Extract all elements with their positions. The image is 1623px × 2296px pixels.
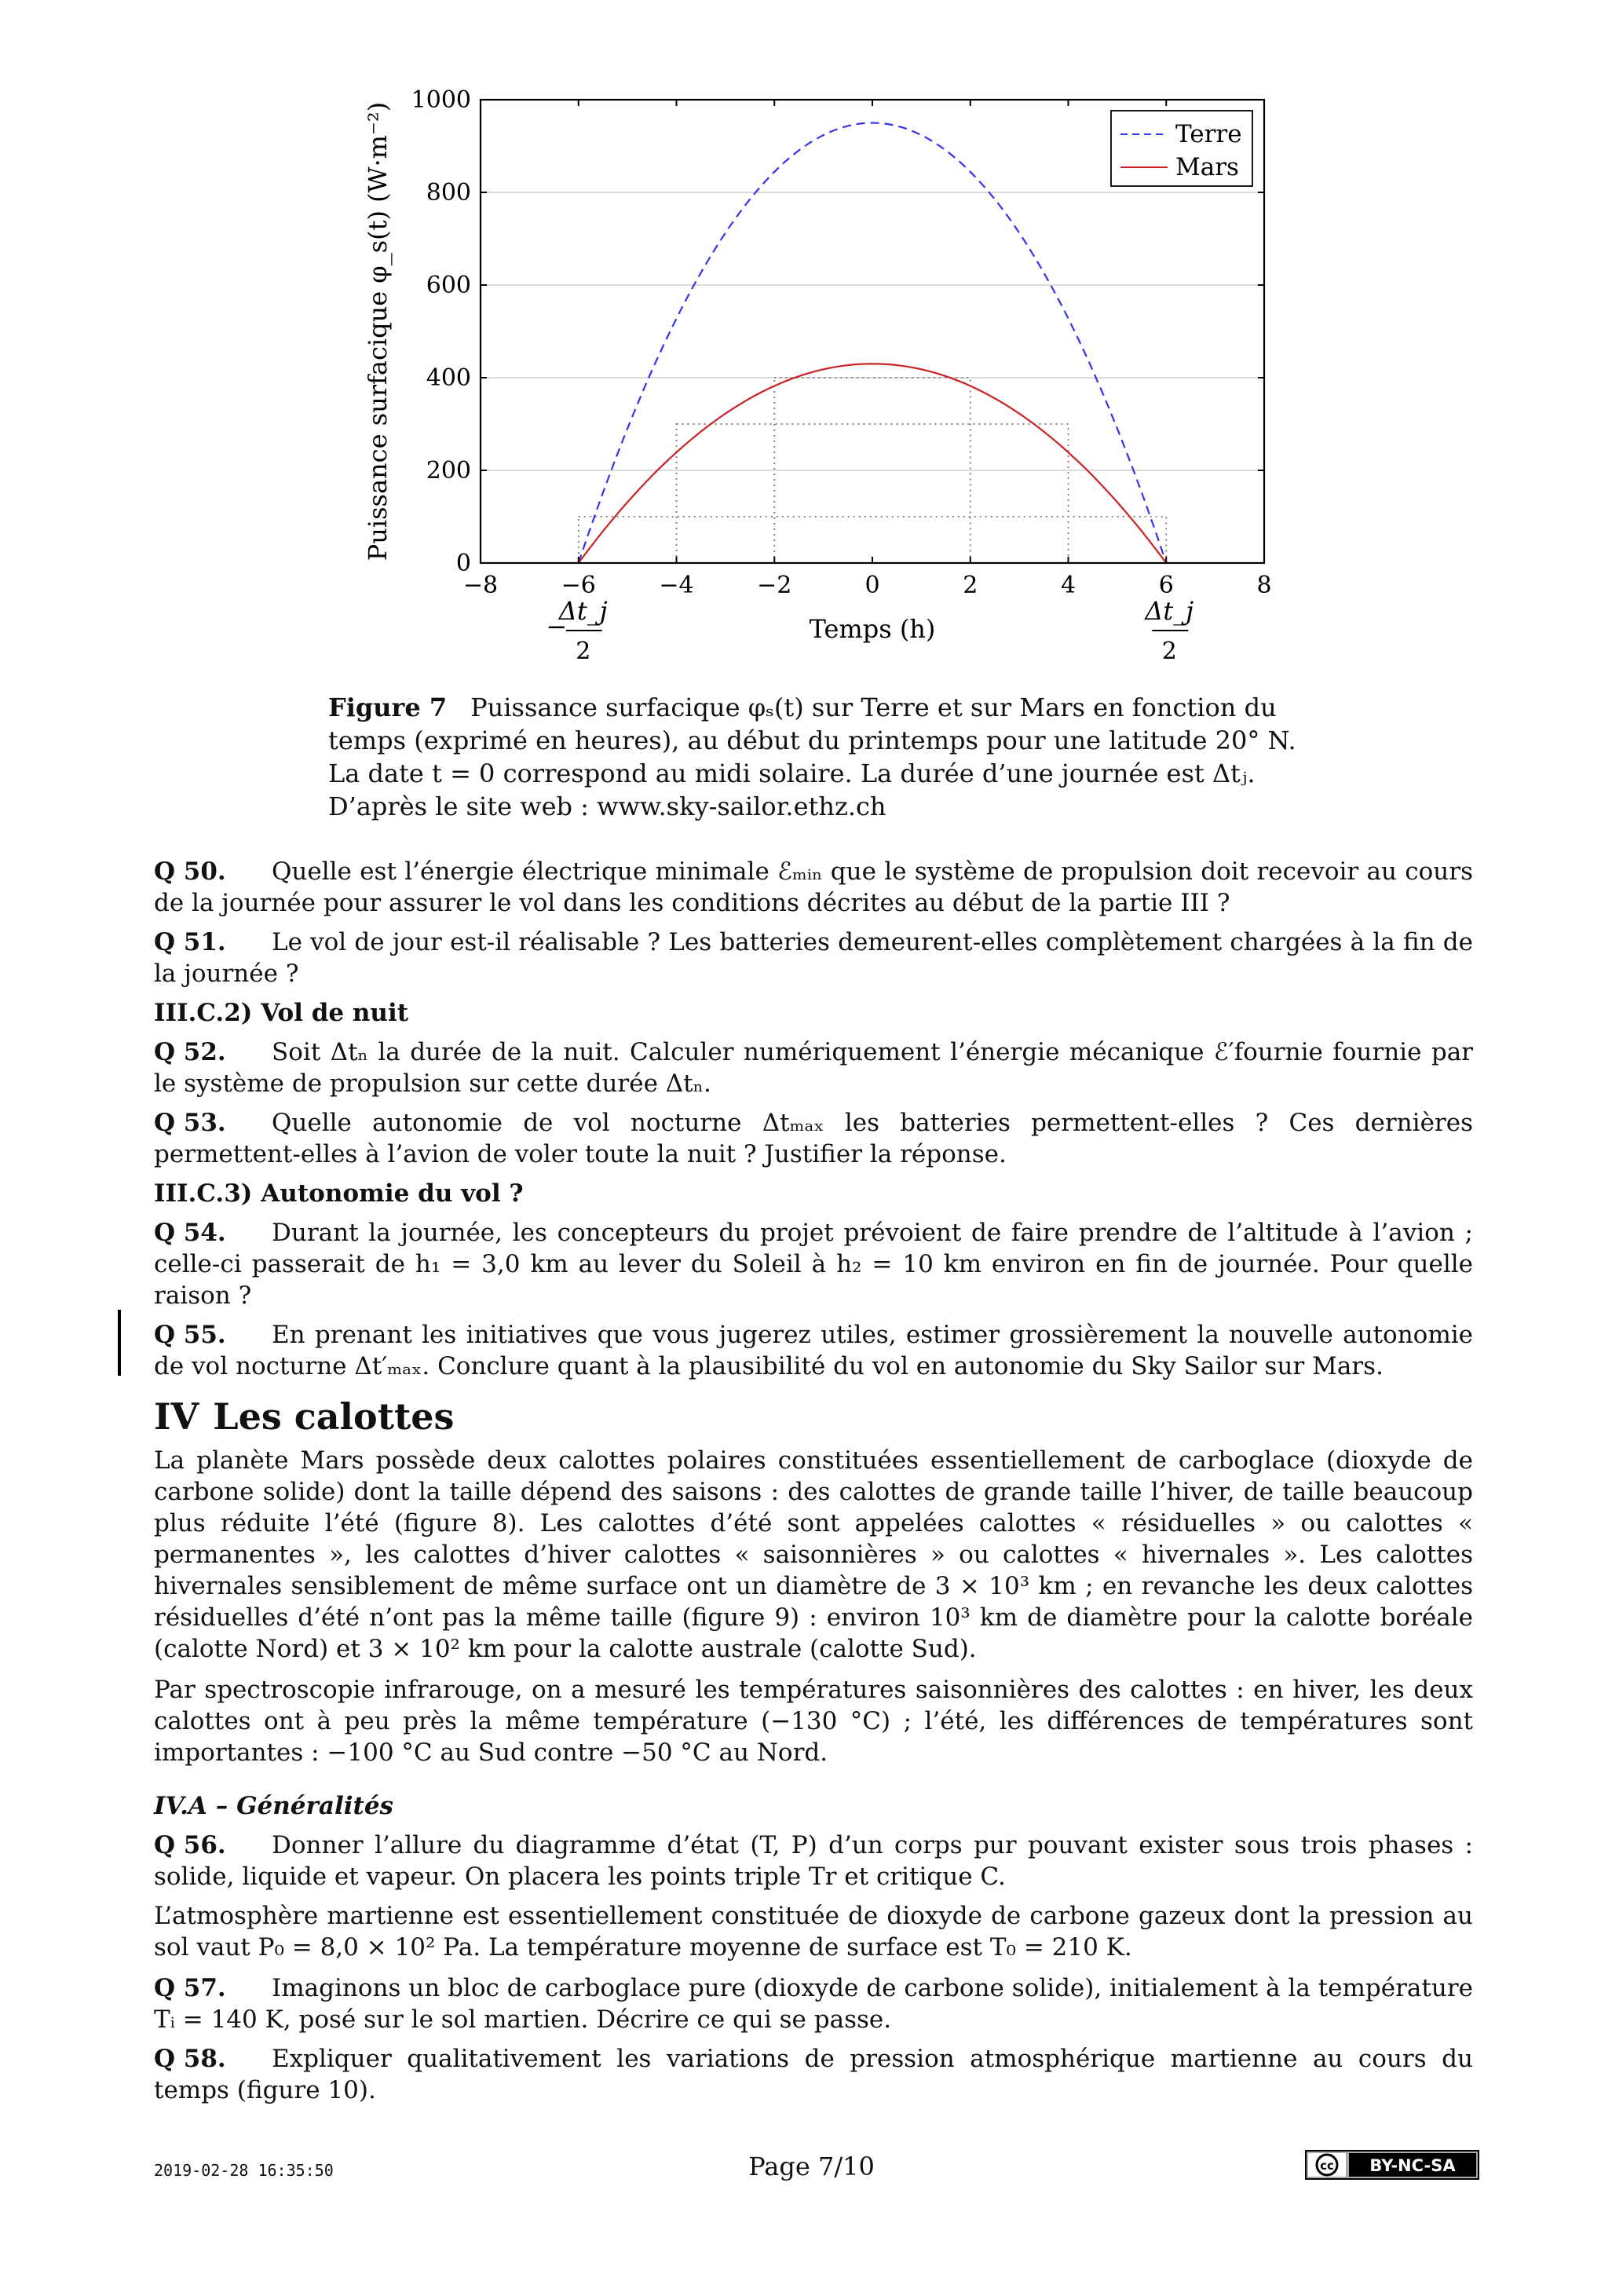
subsection-heading: IV.A – Généralités	[154, 1792, 393, 1820]
question: Q 55. En prenant les initiatives que vous jugerez utiles, estimer grossièrement la nouvelle autonomie de vol nocturne Δt′ₘₐₓ. Conclure quant à la plausibilité du vol en autonomie du Sky Sailor sur Mars.	[154, 1321, 1473, 1380]
question: Q 53. Quelle autonomie de vol nocturne Δtₘₐₓ les batteries permettent-elles ? Ces dernières permettent-elles à l’avion de voler toute la nuit ? Justifier la réponse.	[154, 1109, 1473, 1168]
paragraph: Par spectroscopie infrarouge, on a mesuré les températures saisonnières des calottes : en hiver, les deux calottes ont à peu près la même température (−130 °C) ; l’été, les différences de températures sont importantes : −100 °C au Sud contre −50 °C au Nord.	[154, 1676, 1473, 1767]
question-group-a	[154, 856, 1473, 989]
section-title: Les calottes	[213, 1395, 455, 1438]
y-tick-label: 1000	[411, 86, 471, 114]
series-line-mars	[579, 364, 1167, 563]
section-number: IV	[154, 1395, 199, 1438]
figure-caption	[328, 691, 1318, 823]
question-group-b	[154, 1036, 1473, 1170]
x-tick-label: −4	[659, 572, 694, 599]
subheading-c3: III.C.3) Autonomie du vol ?	[154, 1179, 524, 1208]
license-text: BY-NC-SA	[1369, 2156, 1456, 2175]
section-heading	[154, 1395, 1473, 1438]
half-day-minus-sign: −	[546, 612, 568, 642]
half-day-left-denominator: 2	[576, 638, 591, 665]
half-day-right-label: Δt_j	[1145, 596, 1194, 626]
half-day-right-denominator: 2	[1161, 638, 1177, 665]
paragraph: L’atmosphère martienne est essentiellement constituée de dioxyde de carbone gazeux dont la pression au sol vaut P₀ = 8,0 × 10² Pa. La température moyenne de surface est T₀ = 210 K.	[154, 1902, 1473, 1961]
dotted-rectangle	[579, 517, 1167, 563]
figure-caption-text: Puissance surfacique φₛ(t) sur Terre et sur Mars en fonction du temps (exprimé en heures), au début du printemps pour une latitude 20° N. La date t = 0 correspond au midi solaire. La durée d’une journée est Δtⱼ. D’après le site web : www.sky-sailor.ethz.ch	[328, 693, 1296, 821]
question-group-c	[154, 1217, 1473, 1382]
y-tick-label: 200	[426, 457, 471, 484]
x-tick-label: 4	[1060, 572, 1077, 599]
footer-date: 2019-02-28 16:35:50	[154, 2161, 334, 2180]
x-tick-label: −6	[561, 572, 596, 599]
subheading-c2: III.C.2) Vol de nuit	[154, 999, 409, 1027]
question: Q 52. Soit Δtₙ la durée de la nuit. Calculer numériquement l’énergie mécanique ℰ′fournie fournie par le système de propulsion sur cette durée Δtₙ.	[154, 1038, 1473, 1098]
x-tick-label: −8	[462, 572, 499, 599]
x-tick-label: 8	[1256, 572, 1272, 599]
paragraph: La planète Mars possède deux calottes polaires constituées essentiellement de carboglace (dioxyde de carbone solide) dont la taille dépend des saisons : des calottes de grande taille l’hiver, de taille beaucoup plus réduite l’été (figure 8). Les calottes d’été sont appelées calottes « résiduelles » ou calottes « permanentes », les calottes d’hiver calottes « saisonnières » ou calottes « hivernales ». Les calottes hivernales sensiblement de même surface ont un diamètre de 3 × 10³ km ; en revanche les deux calottes résiduelles d’été n’ont pas la même taille (figure 9) : environ 10³ km de diamètre pour la calotte boréale (calotte Nord) et 3 × 10² km pour la calotte australe (calotte Sud).	[154, 1446, 1473, 1663]
question: Q 56. Donner l’allure du diagramme d’état (T, P) d’un corps pur pouvant exister sous trois phases : solide, liquide et vapeur. On placera les points triple Tr et critique C.	[154, 1831, 1473, 1891]
x-tick-label: 0	[865, 572, 880, 599]
x-axis-label: Temps (h)	[809, 614, 936, 644]
question: Q 54. Durant la journée, les concepteurs du projet prévoient de faire prendre de l’altitude à l’avion ; celle-ci passerait de h₁ = 3,0 km au lever du Soleil à h₂ = 10 km environ en fin de journée. Pour quelle raison ?	[154, 1219, 1473, 1310]
y-tick-label: 0	[455, 550, 471, 577]
y-tick-label: 400	[426, 364, 471, 392]
main-text	[154, 856, 1473, 2114]
dotted-rectangle	[677, 424, 1069, 563]
figure-7-chart	[353, 82, 1311, 695]
page-number: Page 7/10	[748, 2152, 875, 2181]
y-tick-label: 800	[426, 179, 471, 207]
question: Q 50. Quelle est l’énergie électrique minimale ℰₘᵢₙ que le système de propulsion doit recevoir au cours de la journée pour assurer le vol dans les conditions décrites au début de la partie III ?	[154, 857, 1473, 917]
cc-text: cc	[1320, 2159, 1334, 2173]
x-tick-label: −2	[757, 572, 792, 599]
figure-label: Figure 7	[328, 693, 448, 722]
y-tick-label: 600	[426, 272, 471, 299]
y-axis-label: Puissance surfacique φ_s(t) (W·m⁻²)	[363, 101, 393, 561]
question: Q 57. Imaginons un bloc de carboglace pure (dioxyde de carbone solide), initialement à la température Tᵢ = 140 K, posé sur le sol martien. Décrire ce qui se passe.	[154, 1974, 1473, 2034]
half-day-left-label: Δt_j	[558, 596, 608, 626]
change-bar	[118, 1310, 121, 1376]
x-tick-label: 6	[1158, 572, 1174, 599]
question: Q 58. Expliquer qualitativement les variations de pression atmosphérique martienne au cours du temps (figure 10).	[154, 2045, 1473, 2104]
question: Q 51. Le vol de jour est-il réalisable ? Les batteries demeurent-elles complètement chargées à la fin de la journée ?	[154, 928, 1473, 988]
legend-label-terre: Terre	[1175, 120, 1242, 148]
legend-label-mars: Mars	[1175, 153, 1239, 181]
license-badge	[1305, 2150, 1479, 2180]
x-tick-label: 2	[963, 572, 978, 599]
series-line-terre	[579, 123, 1167, 564]
